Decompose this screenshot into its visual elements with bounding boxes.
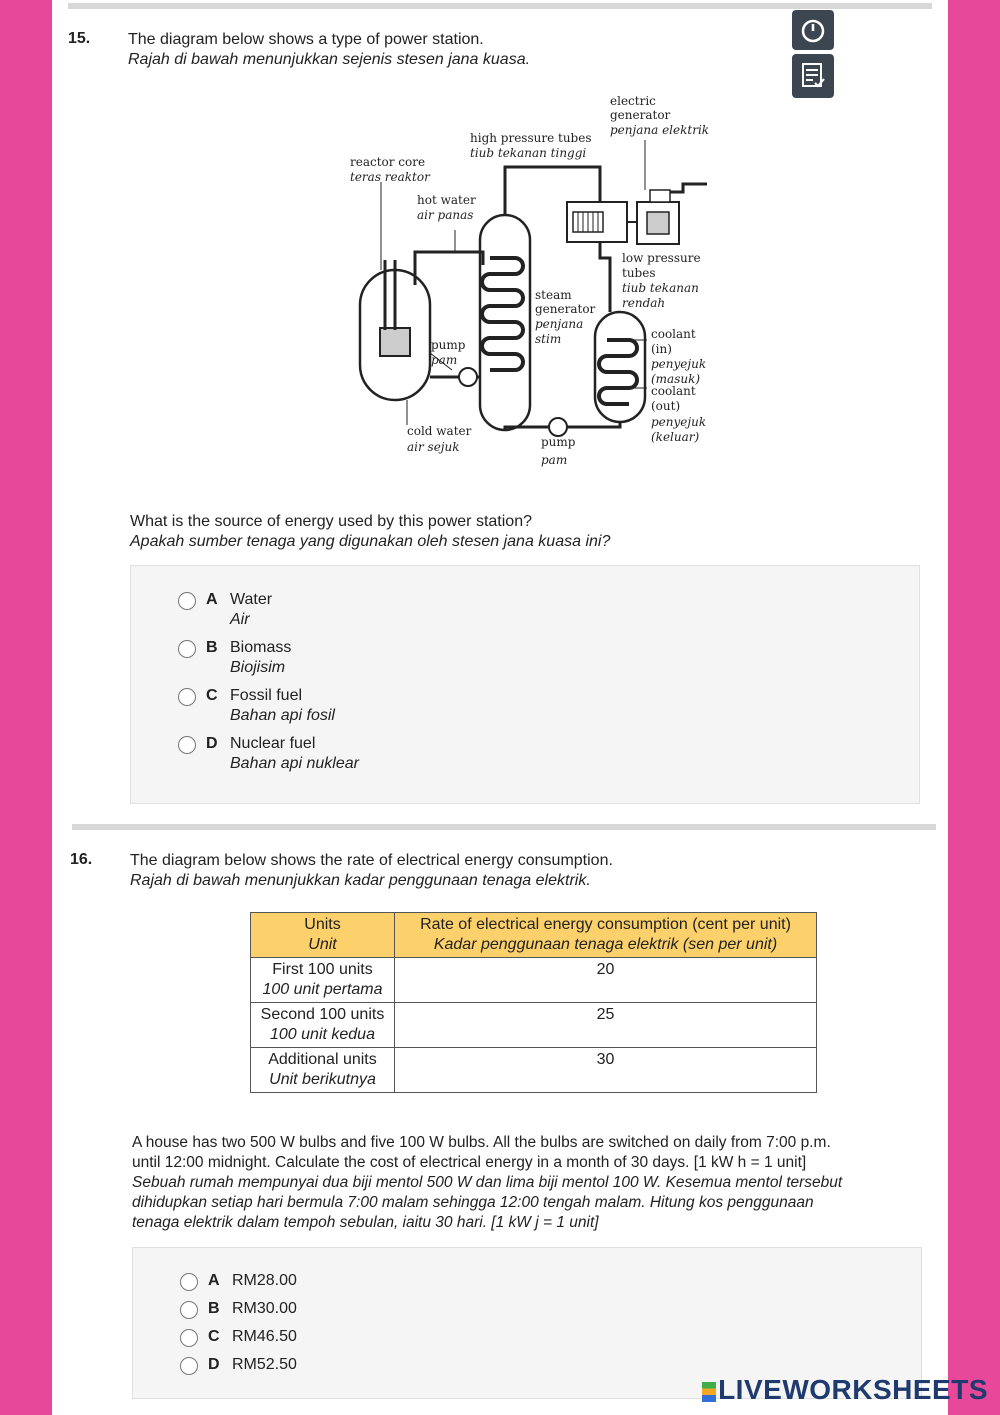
q16-stem xyxy=(130,851,613,891)
units-ms: 100 unit kedua xyxy=(270,1026,375,1043)
logo-mark-icon xyxy=(702,1382,716,1402)
label-hot-water: hot water xyxy=(417,193,476,207)
radio-button[interactable] xyxy=(180,1329,198,1347)
label-cold-water: cold water xyxy=(407,424,472,438)
label-generator: generator xyxy=(610,108,671,122)
option-text: RM30.00 xyxy=(232,1300,297,1317)
pump-1 xyxy=(459,368,477,386)
label-tiub-tekanan: tiub tekanan xyxy=(622,281,699,295)
radio-button[interactable] xyxy=(180,1301,198,1319)
q16-problem-en-1: A house has two 500 W bulbs and five 100 W bulbs. All the bulbs are switched on daily from 7:00 p.m. xyxy=(132,1134,831,1151)
option-text xyxy=(230,686,335,726)
top-divider xyxy=(68,3,932,9)
label-penyejuk-out: penyejuk xyxy=(651,415,707,429)
radio-button[interactable] xyxy=(178,688,196,706)
label-pam-2: pam xyxy=(541,453,568,467)
label-steam-generator: generator xyxy=(535,302,596,316)
units-cell xyxy=(251,1048,395,1093)
option-ms: Bahan api nuklear xyxy=(230,755,359,772)
option-en: Fossil fuel xyxy=(230,687,303,704)
option-letter: C xyxy=(208,1328,220,1345)
label-tiub-tinggi: tiub tekanan tinggi xyxy=(470,146,587,160)
units-en: First 100 units xyxy=(272,961,373,978)
label-keluar: (keluar) xyxy=(651,430,700,444)
option-text: RM28.00 xyxy=(232,1272,297,1289)
label-penjana: penjana xyxy=(535,317,584,331)
option-ms: Biojisim xyxy=(230,659,286,676)
q15-number: 15. xyxy=(68,30,91,47)
question-divider xyxy=(72,824,936,830)
option-en: Water xyxy=(230,591,273,608)
header-units-en: Units xyxy=(304,916,341,933)
radio-button[interactable] xyxy=(178,640,196,658)
power-station-diagram xyxy=(345,90,725,475)
label-stim: stim xyxy=(535,332,562,346)
units-en: Second 100 units xyxy=(260,1006,385,1023)
table-header-row xyxy=(251,913,817,958)
option-text xyxy=(230,590,272,630)
q16-problem-ms-3: tenaga elektrik dalam tempoh sebulan, iaitu 30 hari. [1 kW j = 1 unit] xyxy=(132,1214,599,1231)
option-text xyxy=(230,734,359,774)
label-out: (out) xyxy=(651,399,681,413)
label-pam-1: pam xyxy=(431,353,458,367)
label-rendah: rendah xyxy=(622,296,666,310)
label-masuk: (masuk) xyxy=(651,372,701,386)
label-steam: steam xyxy=(535,288,572,302)
label-air-panas: air panas xyxy=(417,208,474,222)
label-penjana-elektrik: penjana elektrik xyxy=(610,123,710,137)
option-letter: A xyxy=(206,591,218,608)
units-ms: Unit berikutnya xyxy=(269,1071,376,1088)
option-ms: Bahan api fosil xyxy=(230,707,335,724)
liveworksheets-logo[interactable] xyxy=(702,1374,988,1406)
header-rate xyxy=(395,913,817,958)
rate-table xyxy=(250,912,817,1093)
brand-text: LIVEWORKSHEETS xyxy=(718,1374,988,1405)
radio-button[interactable] xyxy=(178,736,196,754)
option-text: RM52.50 xyxy=(232,1356,297,1373)
timer-button[interactable] xyxy=(792,10,834,50)
radio-button[interactable] xyxy=(180,1273,198,1291)
table-row xyxy=(251,1048,817,1093)
option-letter: B xyxy=(208,1300,220,1317)
units-cell xyxy=(251,958,395,1003)
q15-stem-en: The diagram below shows a type of power station. xyxy=(128,31,484,48)
table-row xyxy=(251,958,817,1003)
q15-question-en: What is the source of energy used by this power station? xyxy=(130,513,532,530)
q16-stem-ms: Rajah di bawah menunjukkan kadar penggunaan tenaga elektrik. xyxy=(130,872,591,889)
option-text: RM46.50 xyxy=(232,1328,297,1345)
hot-water-pipe xyxy=(415,252,483,285)
label-reactor-core: reactor core xyxy=(350,155,426,169)
rate-cell: 25 xyxy=(395,1003,817,1048)
steam-generator-coil xyxy=(482,258,523,370)
label-coolant-in: coolant xyxy=(651,327,696,341)
timer-icon xyxy=(792,10,834,50)
option-letter: A xyxy=(208,1272,220,1289)
units-ms: 100 unit pertama xyxy=(262,981,383,998)
pump-2 xyxy=(549,418,567,436)
label-teras-reaktor: teras reaktor xyxy=(350,170,430,184)
q15-stem xyxy=(128,30,530,70)
label-in: (in) xyxy=(651,342,672,356)
label-coolant-out: coolant xyxy=(651,384,696,398)
radio-button[interactable] xyxy=(178,592,196,610)
option-en: Biomass xyxy=(230,639,292,656)
reactor-core xyxy=(380,328,410,356)
high-pressure-pipe xyxy=(505,167,600,215)
q16-number: 16. xyxy=(70,851,93,868)
option-letter: D xyxy=(206,735,218,752)
label-electric: electric xyxy=(610,94,656,108)
radio-button[interactable] xyxy=(180,1357,198,1375)
option-letter: B xyxy=(206,639,218,656)
q15-question xyxy=(130,512,610,552)
q15-question-ms: Apakah sumber tenaga yang digunakan oleh stesen jana kuasa ini? xyxy=(130,533,611,550)
label-tubes: tubes xyxy=(622,266,656,280)
label-air-sejuk: air sejuk xyxy=(407,440,460,454)
label-penyejuk-in: penyejuk xyxy=(651,357,707,371)
low-pressure-pipe xyxy=(600,242,610,312)
q16-problem-ms-2: dihidupkan setiap hari bermula 7:00 malam sehingga 12:00 tengah malam. Hitung kos penggunaan xyxy=(132,1194,814,1211)
rate-cell: 20 xyxy=(395,958,817,1003)
header-units-ms: Unit xyxy=(308,936,337,953)
q16-problem-ms-1: Sebuah rumah mempunyai dua biji mentol 500 W dan lima biji mentol 100 W. Kesemua mentol tersebut xyxy=(132,1174,843,1191)
q15-stem-ms: Rajah di bawah menunjukkan sejenis stesen jana kuasa. xyxy=(128,51,531,68)
header-rate-en: Rate of electrical energy consumption (cent per unit) xyxy=(420,916,791,933)
label-pump-2: pump xyxy=(541,435,576,449)
table-row xyxy=(251,1003,817,1048)
q16-problem xyxy=(132,1133,842,1233)
units-en: Additional units xyxy=(268,1051,377,1068)
q16-problem-en-2: until 12:00 midnight. Calculate the cost of electrical energy in a month of 30 days. [1 kW h = 1 unit] xyxy=(132,1154,807,1171)
label-pump-1: pump xyxy=(431,338,466,352)
option-letter: C xyxy=(206,687,218,704)
option-text xyxy=(230,638,291,678)
option-letter: D xyxy=(208,1356,220,1373)
label-high-pressure: high pressure tubes xyxy=(470,131,592,145)
header-units xyxy=(251,913,395,958)
q16-stem-en: The diagram below shows the rate of electrical energy consumption. xyxy=(130,852,613,869)
return-pipe xyxy=(567,422,620,427)
label-low-pressure: low pressure xyxy=(622,251,701,265)
units-cell xyxy=(251,1003,395,1048)
checklist-button[interactable] xyxy=(792,54,834,98)
option-en: Nuclear fuel xyxy=(230,735,316,752)
rate-cell: 30 xyxy=(395,1048,817,1093)
option-ms: Air xyxy=(230,611,250,628)
checklist-icon xyxy=(792,54,834,98)
header-rate-ms: Kadar penggunaan tenaga elektrik (sen per unit) xyxy=(433,936,778,953)
